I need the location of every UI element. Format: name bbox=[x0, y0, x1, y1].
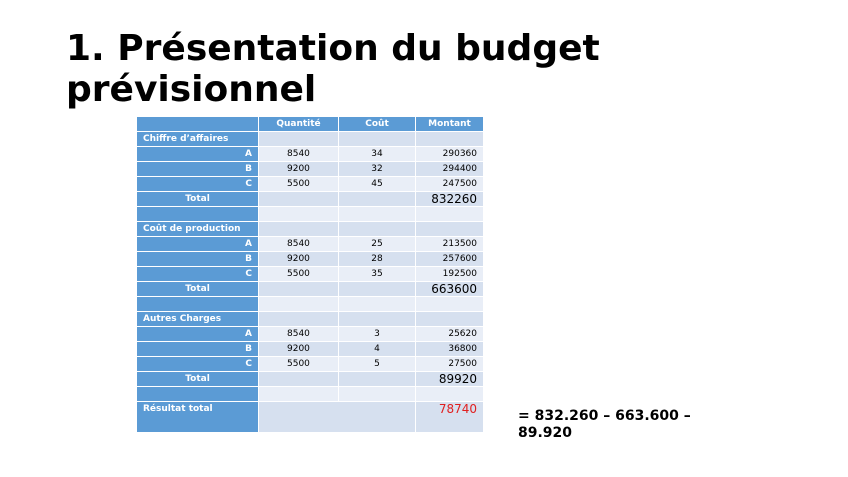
blank-cell bbox=[339, 282, 416, 297]
cout-cell: 5 bbox=[339, 357, 416, 372]
cout-cell: 4 bbox=[339, 342, 416, 357]
cout-cell: 32 bbox=[339, 162, 416, 177]
total-value: 832260 bbox=[416, 192, 484, 207]
blank-cell bbox=[416, 297, 484, 312]
header-row bbox=[137, 117, 484, 132]
blank-cell bbox=[339, 207, 416, 222]
blank-cell bbox=[259, 192, 339, 207]
spacer-row bbox=[137, 387, 484, 402]
table-body bbox=[137, 132, 484, 433]
quantite-cell: 9200 bbox=[259, 342, 339, 357]
quantite-cell: 5500 bbox=[259, 177, 339, 192]
total-label: Total bbox=[137, 282, 259, 297]
blank-cell bbox=[339, 387, 416, 402]
blank-cell bbox=[339, 222, 416, 237]
table-row bbox=[137, 327, 484, 342]
blank-cell bbox=[259, 402, 416, 433]
montant-cell: 257600 bbox=[416, 252, 484, 267]
cout-cell: 45 bbox=[339, 177, 416, 192]
quantite-cell: 5500 bbox=[259, 267, 339, 282]
blank-cell bbox=[339, 312, 416, 327]
blank-cell bbox=[259, 387, 339, 402]
blank-cell bbox=[259, 372, 339, 387]
row-label: A bbox=[137, 327, 259, 342]
table-row bbox=[137, 147, 484, 162]
result-value: 78740 bbox=[416, 402, 484, 433]
quantite-cell: 9200 bbox=[259, 252, 339, 267]
blank-cell bbox=[416, 132, 484, 147]
blank-label-cell bbox=[137, 207, 259, 222]
blank-cell bbox=[259, 312, 339, 327]
montant-cell: 192500 bbox=[416, 267, 484, 282]
section-label: Coût de production bbox=[137, 222, 259, 237]
row-label: B bbox=[137, 162, 259, 177]
result-row bbox=[137, 402, 484, 433]
section-row bbox=[137, 222, 484, 237]
row-label: C bbox=[137, 177, 259, 192]
quantite-cell: 8540 bbox=[259, 237, 339, 252]
blank-cell bbox=[416, 312, 484, 327]
result-label: Résultat total bbox=[137, 402, 259, 433]
blank-cell bbox=[416, 387, 484, 402]
total-row bbox=[137, 192, 484, 207]
table-row bbox=[137, 357, 484, 372]
blank-cell bbox=[259, 222, 339, 237]
row-label: A bbox=[137, 237, 259, 252]
quantite-cell: 5500 bbox=[259, 357, 339, 372]
section-row bbox=[137, 132, 484, 147]
row-label: C bbox=[137, 267, 259, 282]
blank-cell bbox=[339, 192, 416, 207]
cout-cell: 35 bbox=[339, 267, 416, 282]
cout-cell: 28 bbox=[339, 252, 416, 267]
quantite-cell: 8540 bbox=[259, 327, 339, 342]
header-cout: Coût bbox=[339, 117, 416, 132]
table-row bbox=[137, 342, 484, 357]
total-value: 663600 bbox=[416, 282, 484, 297]
header-montant: Montant bbox=[416, 117, 484, 132]
table-row bbox=[137, 177, 484, 192]
cout-cell: 25 bbox=[339, 237, 416, 252]
blank-cell bbox=[416, 222, 484, 237]
montant-cell: 27500 bbox=[416, 357, 484, 372]
blank-cell bbox=[339, 132, 416, 147]
budget-table bbox=[136, 116, 484, 433]
blank-label-cell bbox=[137, 297, 259, 312]
montant-cell: 294400 bbox=[416, 162, 484, 177]
cout-cell: 3 bbox=[339, 327, 416, 342]
section-label: Autres Charges bbox=[137, 312, 259, 327]
row-label: C bbox=[137, 357, 259, 372]
montant-cell: 36800 bbox=[416, 342, 484, 357]
montant-cell: 247500 bbox=[416, 177, 484, 192]
montant-cell: 25620 bbox=[416, 327, 484, 342]
blank-cell bbox=[259, 132, 339, 147]
table-row bbox=[137, 267, 484, 282]
row-label: B bbox=[137, 252, 259, 267]
blank-cell bbox=[339, 297, 416, 312]
blank-cell bbox=[416, 207, 484, 222]
montant-cell: 213500 bbox=[416, 237, 484, 252]
row-label: B bbox=[137, 342, 259, 357]
spacer-row bbox=[137, 297, 484, 312]
blank-cell bbox=[259, 207, 339, 222]
section-label: Chiffre d’affaires bbox=[137, 132, 259, 147]
header-empty bbox=[137, 117, 259, 132]
blank-cell bbox=[339, 372, 416, 387]
table-row bbox=[137, 162, 484, 177]
blank-cell bbox=[259, 282, 339, 297]
table-row bbox=[137, 252, 484, 267]
table-row bbox=[137, 237, 484, 252]
total-value: 89920 bbox=[416, 372, 484, 387]
quantite-cell: 9200 bbox=[259, 162, 339, 177]
row-label: A bbox=[137, 147, 259, 162]
result-formula: = 832.260 – 663.600 – 89.920 bbox=[518, 408, 691, 441]
total-row bbox=[137, 372, 484, 387]
slide-title: 1. Présentation du budget prévisionnel bbox=[66, 28, 600, 110]
montant-cell: 290360 bbox=[416, 147, 484, 162]
spacer-row bbox=[137, 207, 484, 222]
total-row bbox=[137, 282, 484, 297]
quantite-cell: 8540 bbox=[259, 147, 339, 162]
blank-cell bbox=[259, 297, 339, 312]
cout-cell: 34 bbox=[339, 147, 416, 162]
blank-label-cell bbox=[137, 387, 259, 402]
header-quantite: Quantité bbox=[259, 117, 339, 132]
section-row bbox=[137, 312, 484, 327]
total-label: Total bbox=[137, 372, 259, 387]
total-label: Total bbox=[137, 192, 259, 207]
